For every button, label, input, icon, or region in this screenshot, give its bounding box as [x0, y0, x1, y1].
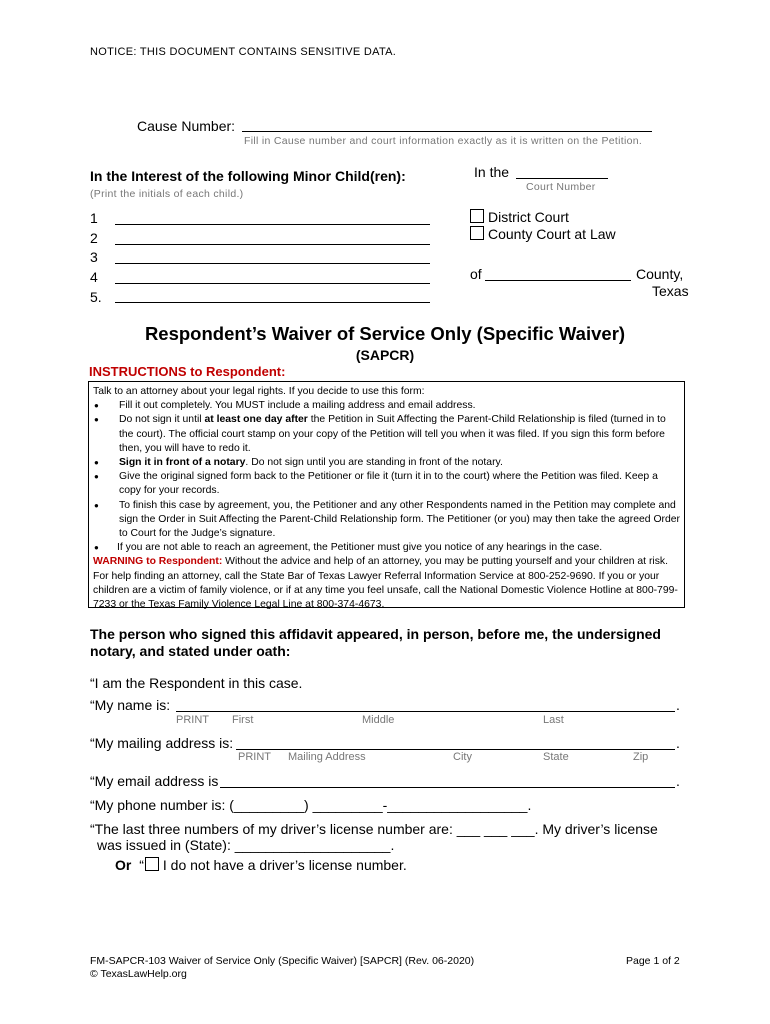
email-period: .	[676, 773, 680, 789]
license-line-1[interactable]: “The last three numbers of my driver’s license number are: ___ ___ ___. My driver’s license	[90, 821, 658, 837]
instructions-box	[88, 381, 685, 611]
court-number-field[interactable]	[516, 178, 608, 179]
county-court-label: County Court at Law	[488, 226, 616, 242]
respondent-statement: “I am the Respondent in this case.	[90, 675, 303, 691]
mailing-period: .	[676, 735, 680, 751]
name-hint-print: PRINT	[176, 714, 209, 726]
child-number-2: 2	[90, 230, 98, 246]
form-subtitle: (SAPCR)	[355, 347, 415, 363]
instruction-emphasis: Sign it in front of a notary	[119, 457, 246, 469]
county-court-option[interactable]	[470, 226, 616, 242]
county-label: County,	[636, 266, 684, 282]
warning-text: Without the advice and help of an attorney, you may be putting yourself and your children at risk. For help finding an attorney, call the State Bar of Texas Lawyer Referral Information Service at 800-252-9690. If you or your children are a victim of family violence, or if at any time you feel unsafe, call the National Domestic Violence Hotline at 800-799-7233 or the Texas Family Violence Legal Line at 800-374-4673.	[93, 556, 678, 611]
instruction-item	[93, 399, 680, 413]
warning-label: WARNING to Respondent:	[93, 556, 223, 568]
child-number-5: 5.	[90, 289, 102, 305]
mail-hint-address: Mailing Address	[288, 751, 366, 763]
instruction-text: . Do not sign until you are standing in front of the notary.	[245, 457, 503, 469]
instruction-text: If you are not able to reach an agreement, the Petitioner must give you notice of any hearings in the case.	[117, 542, 603, 554]
cause-number-field[interactable]	[242, 131, 652, 132]
open-quote: “	[139, 857, 144, 873]
child-initials-3[interactable]	[115, 263, 430, 264]
name-hint-last: Last	[543, 714, 564, 726]
child-initials-5[interactable]	[115, 302, 430, 303]
interest-subtitle: (Print the initials of each child.)	[90, 188, 244, 200]
mail-hint-zip: Zip	[633, 751, 649, 763]
child-initials-4[interactable]	[115, 283, 430, 284]
texas-label: Texas	[652, 283, 689, 299]
cause-number-hint: Fill in Cause number and court information exactly as it is written on the Petition.	[244, 135, 643, 147]
instruction-item	[93, 413, 680, 456]
child-initials-1[interactable]	[115, 224, 430, 225]
instruction-item	[93, 499, 680, 542]
instruction-emphasis: at least one day after	[204, 414, 308, 426]
name-label: “My name is:	[90, 697, 171, 713]
court-number-hint: Court Number	[526, 181, 596, 193]
cause-number-label: Cause Number:	[137, 118, 236, 134]
instruction-text: Do not sign it until	[119, 414, 205, 426]
instruction-item	[93, 470, 680, 498]
instruction-item	[93, 456, 680, 470]
mailing-field[interactable]	[236, 749, 675, 750]
instruction-text: Give the original signed form back to the Petitioner or file it (turn it in to the court) where the Petition was filed. Keep a copy for your records.	[119, 471, 658, 497]
license-line-2[interactable]: was issued in (State): ____________________.	[97, 837, 395, 853]
child-number-3: 3	[90, 249, 98, 265]
mail-hint-city: City	[453, 751, 472, 763]
name-hint-middle: Middle	[362, 714, 395, 726]
phone-line[interactable]: “My phone number is: (_________) _________-__________________.	[90, 797, 532, 813]
no-license-label: I do not have a driver’s license number.	[162, 857, 407, 873]
county-court-checkbox[interactable]	[470, 226, 484, 240]
instruction-item	[93, 541, 680, 555]
mail-hint-print: PRINT	[238, 751, 271, 763]
instructions-intro: Talk to an attorney about your legal rights. If you decide to use this form:	[93, 386, 425, 397]
name-period: .	[676, 697, 680, 713]
name-field[interactable]	[176, 711, 675, 712]
of-label: of	[470, 266, 482, 282]
no-license-checkbox[interactable]	[145, 857, 159, 871]
instruction-text: Fill it out completely. You MUST include a mailing address and email address.	[119, 400, 476, 412]
affidavit-line-2: notary, and stated under oath:	[90, 643, 291, 659]
child-initials-2[interactable]	[115, 244, 430, 245]
form-title: Respondent’s Waiver of Service Only (Specific Waiver)	[144, 323, 626, 344]
affidavit-line-1: The person who signed this affidavit appeared, in person, before me, the undersigned	[90, 626, 661, 642]
county-field[interactable]	[485, 280, 631, 281]
mailing-label: “My mailing address is:	[90, 735, 234, 751]
district-court-label: District Court	[488, 209, 569, 225]
instruction-text: To finish this case by agreement, you, the Petitioner and any other Respondents named in the Petition may complete and sign the Order in Suit Affecting the Parent-Child Relationship form. The Petitioner (or you) may then take the agreed Order to Court for the Judge’s signature.	[119, 499, 681, 540]
interest-title: In the Interest of the following Minor Child(ren):	[90, 168, 406, 184]
footer-page-number: Page 1 of 2	[626, 955, 680, 967]
email-label: “My email address is	[90, 773, 219, 789]
instructions-heading: INSTRUCTIONS to Respondent:	[89, 364, 286, 379]
district-court-checkbox[interactable]	[470, 209, 484, 223]
email-field[interactable]	[220, 787, 675, 788]
mail-hint-state: State	[543, 751, 569, 763]
child-number-1: 1	[90, 210, 98, 226]
child-number-4: 4	[90, 269, 98, 285]
district-court-option[interactable]	[470, 209, 569, 225]
warning-paragraph	[93, 555, 680, 612]
name-hint-first: First	[232, 714, 254, 726]
no-license-option[interactable]	[115, 857, 407, 873]
instruction-text: the Petition in Suit Affecting the Parent-Child Relationship is filed (turned in to the court). The official court stamp on your copy of the Petition will tell you when it was filed. If you sign this form before then, you will have to redo it.	[119, 414, 666, 454]
footer-copyright: © TexasLawHelp.org	[90, 968, 187, 980]
footer-form-id: FM-SAPCR-103 Waiver of Service Only (Specific Waiver) [SAPCR] (Rev. 06-2020)	[90, 955, 475, 967]
sensitive-notice: NOTICE: THIS DOCUMENT CONTAINS SENSITIVE DATA.	[90, 46, 397, 58]
in-the-label: In the	[474, 164, 510, 180]
or-label: Or	[115, 857, 132, 873]
